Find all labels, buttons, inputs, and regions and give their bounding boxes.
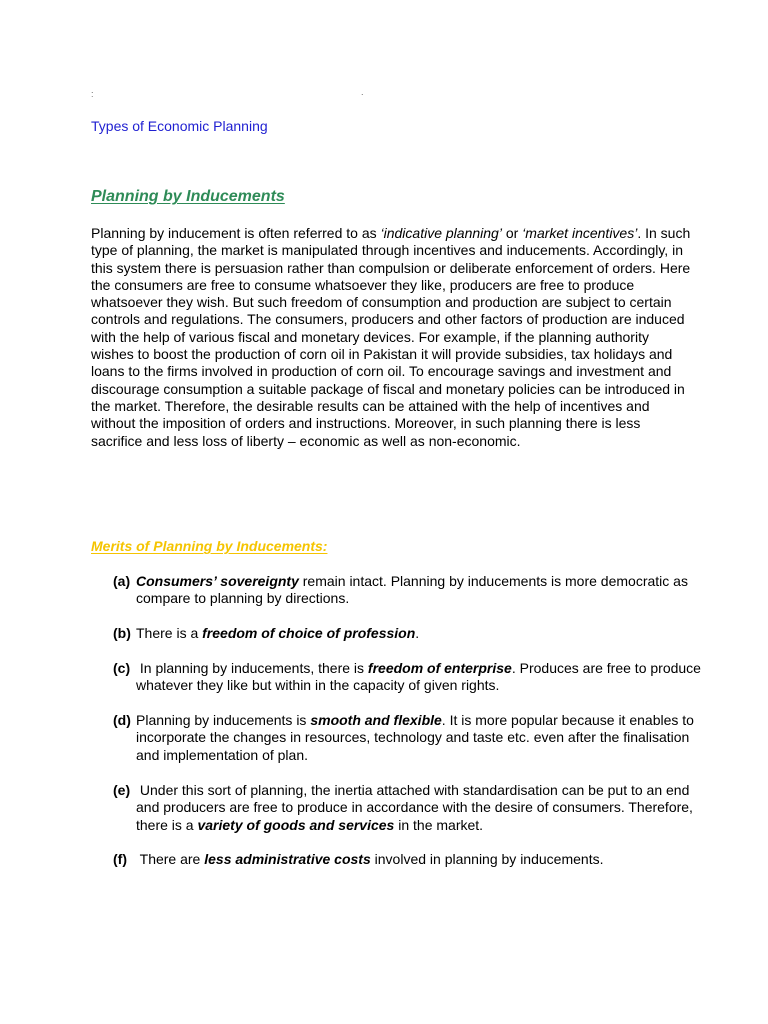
merit-letter: (e): [113, 782, 131, 798]
page-mark-right: .: [361, 87, 364, 97]
paragraph-text: or: [501, 225, 523, 241]
merit-text: . It is more popular because it enables to incorporate the changes in resources, technology and taste etc. even after the finalisation and implementation of plan.: [136, 712, 694, 763]
merit-item-a: [113, 573, 706, 608]
merit-letter: (f): [113, 851, 127, 867]
merit-emphasis: freedom of enterprise: [367, 660, 512, 676]
page-mark-left: :: [91, 89, 94, 99]
merit-text: There are: [136, 851, 205, 867]
paragraph-quote: ‘indicative planning’: [380, 225, 502, 241]
paragraph-text: . In such type of planning, the market is manipulated through incentives and inducements. Accordingly, in this system there is persuasion rather than compulsion or deliberate enforcement of orders. Here the consumers are free to consume whatsoever they like, producers are free to produce whatsoever they wish. But such freedom of consumption and production are subject to certain controls and regulations. The consumers, producers and other factors of production are induced with the help of various fiscal and monetary devices. For example, if the planning authority wishes to boost the production of corn oil in Pakistan it will provide subsidies, tax holidays and loans to the firms involved in production of corn oil. To encourage savings and investment and discourage consumption a suitable package of fiscal and monetary policies can be introduced in the market. Therefore, the desirable results can be attained with the help of incentives and without the imposition of orders and instructions. Moreover, in such planning there is less sacrifice and less loss of liberty – economic as well as non-economic.: [91, 225, 691, 449]
merit-letter: (a): [113, 573, 131, 589]
merit-item-f: [113, 851, 706, 868]
body-paragraph: [91, 225, 691, 450]
merit-text: Planning by inducements is: [136, 712, 311, 728]
merits-heading: Merits of Planning by Inducements:: [91, 538, 328, 554]
merit-letter: (d): [113, 712, 131, 728]
merit-item-d: [113, 712, 706, 764]
section-heading: Planning by Inducements: [91, 188, 285, 205]
merit-text: Under this sort of planning, the inertia attached with standardisation can be put to an end and producers are free to produce in accordance with the desire of consumers. Therefore, there is a: [136, 782, 693, 833]
document-title: Types of Economic Planning: [91, 118, 268, 134]
merit-text: in the market.: [394, 816, 484, 833]
merit-letter: (c): [113, 660, 131, 676]
merit-text: remain intact. Planning by inducements is more democratic as compare to planning by directions.: [136, 573, 688, 607]
merit-text: There is a: [136, 625, 203, 641]
merit-item-e: [113, 782, 706, 834]
merit-text: . Produces are free to produce whatever they like but within in the capacity of given rights.: [136, 660, 701, 694]
merit-emphasis: less administrative costs: [204, 851, 371, 867]
merit-emphasis: smooth and flexible: [310, 712, 442, 728]
merit-item-b: [113, 625, 706, 642]
merit-emphasis: variety of goods and services: [197, 816, 395, 833]
merit-item-c: [113, 660, 706, 695]
merit-letter: (b): [113, 625, 131, 641]
merit-emphasis: freedom of choice of profession: [202, 625, 416, 641]
merit-text: In planning by inducements, there is: [136, 660, 368, 676]
paragraph-quote: ‘market incentives’: [522, 225, 638, 241]
merit-text: involved in planning by inducements.: [370, 851, 604, 867]
merit-text: .: [415, 625, 420, 641]
merit-emphasis: Consumers’ sovereignty: [136, 573, 299, 589]
paragraph-text: Planning by inducement is often referred to as: [91, 225, 381, 241]
